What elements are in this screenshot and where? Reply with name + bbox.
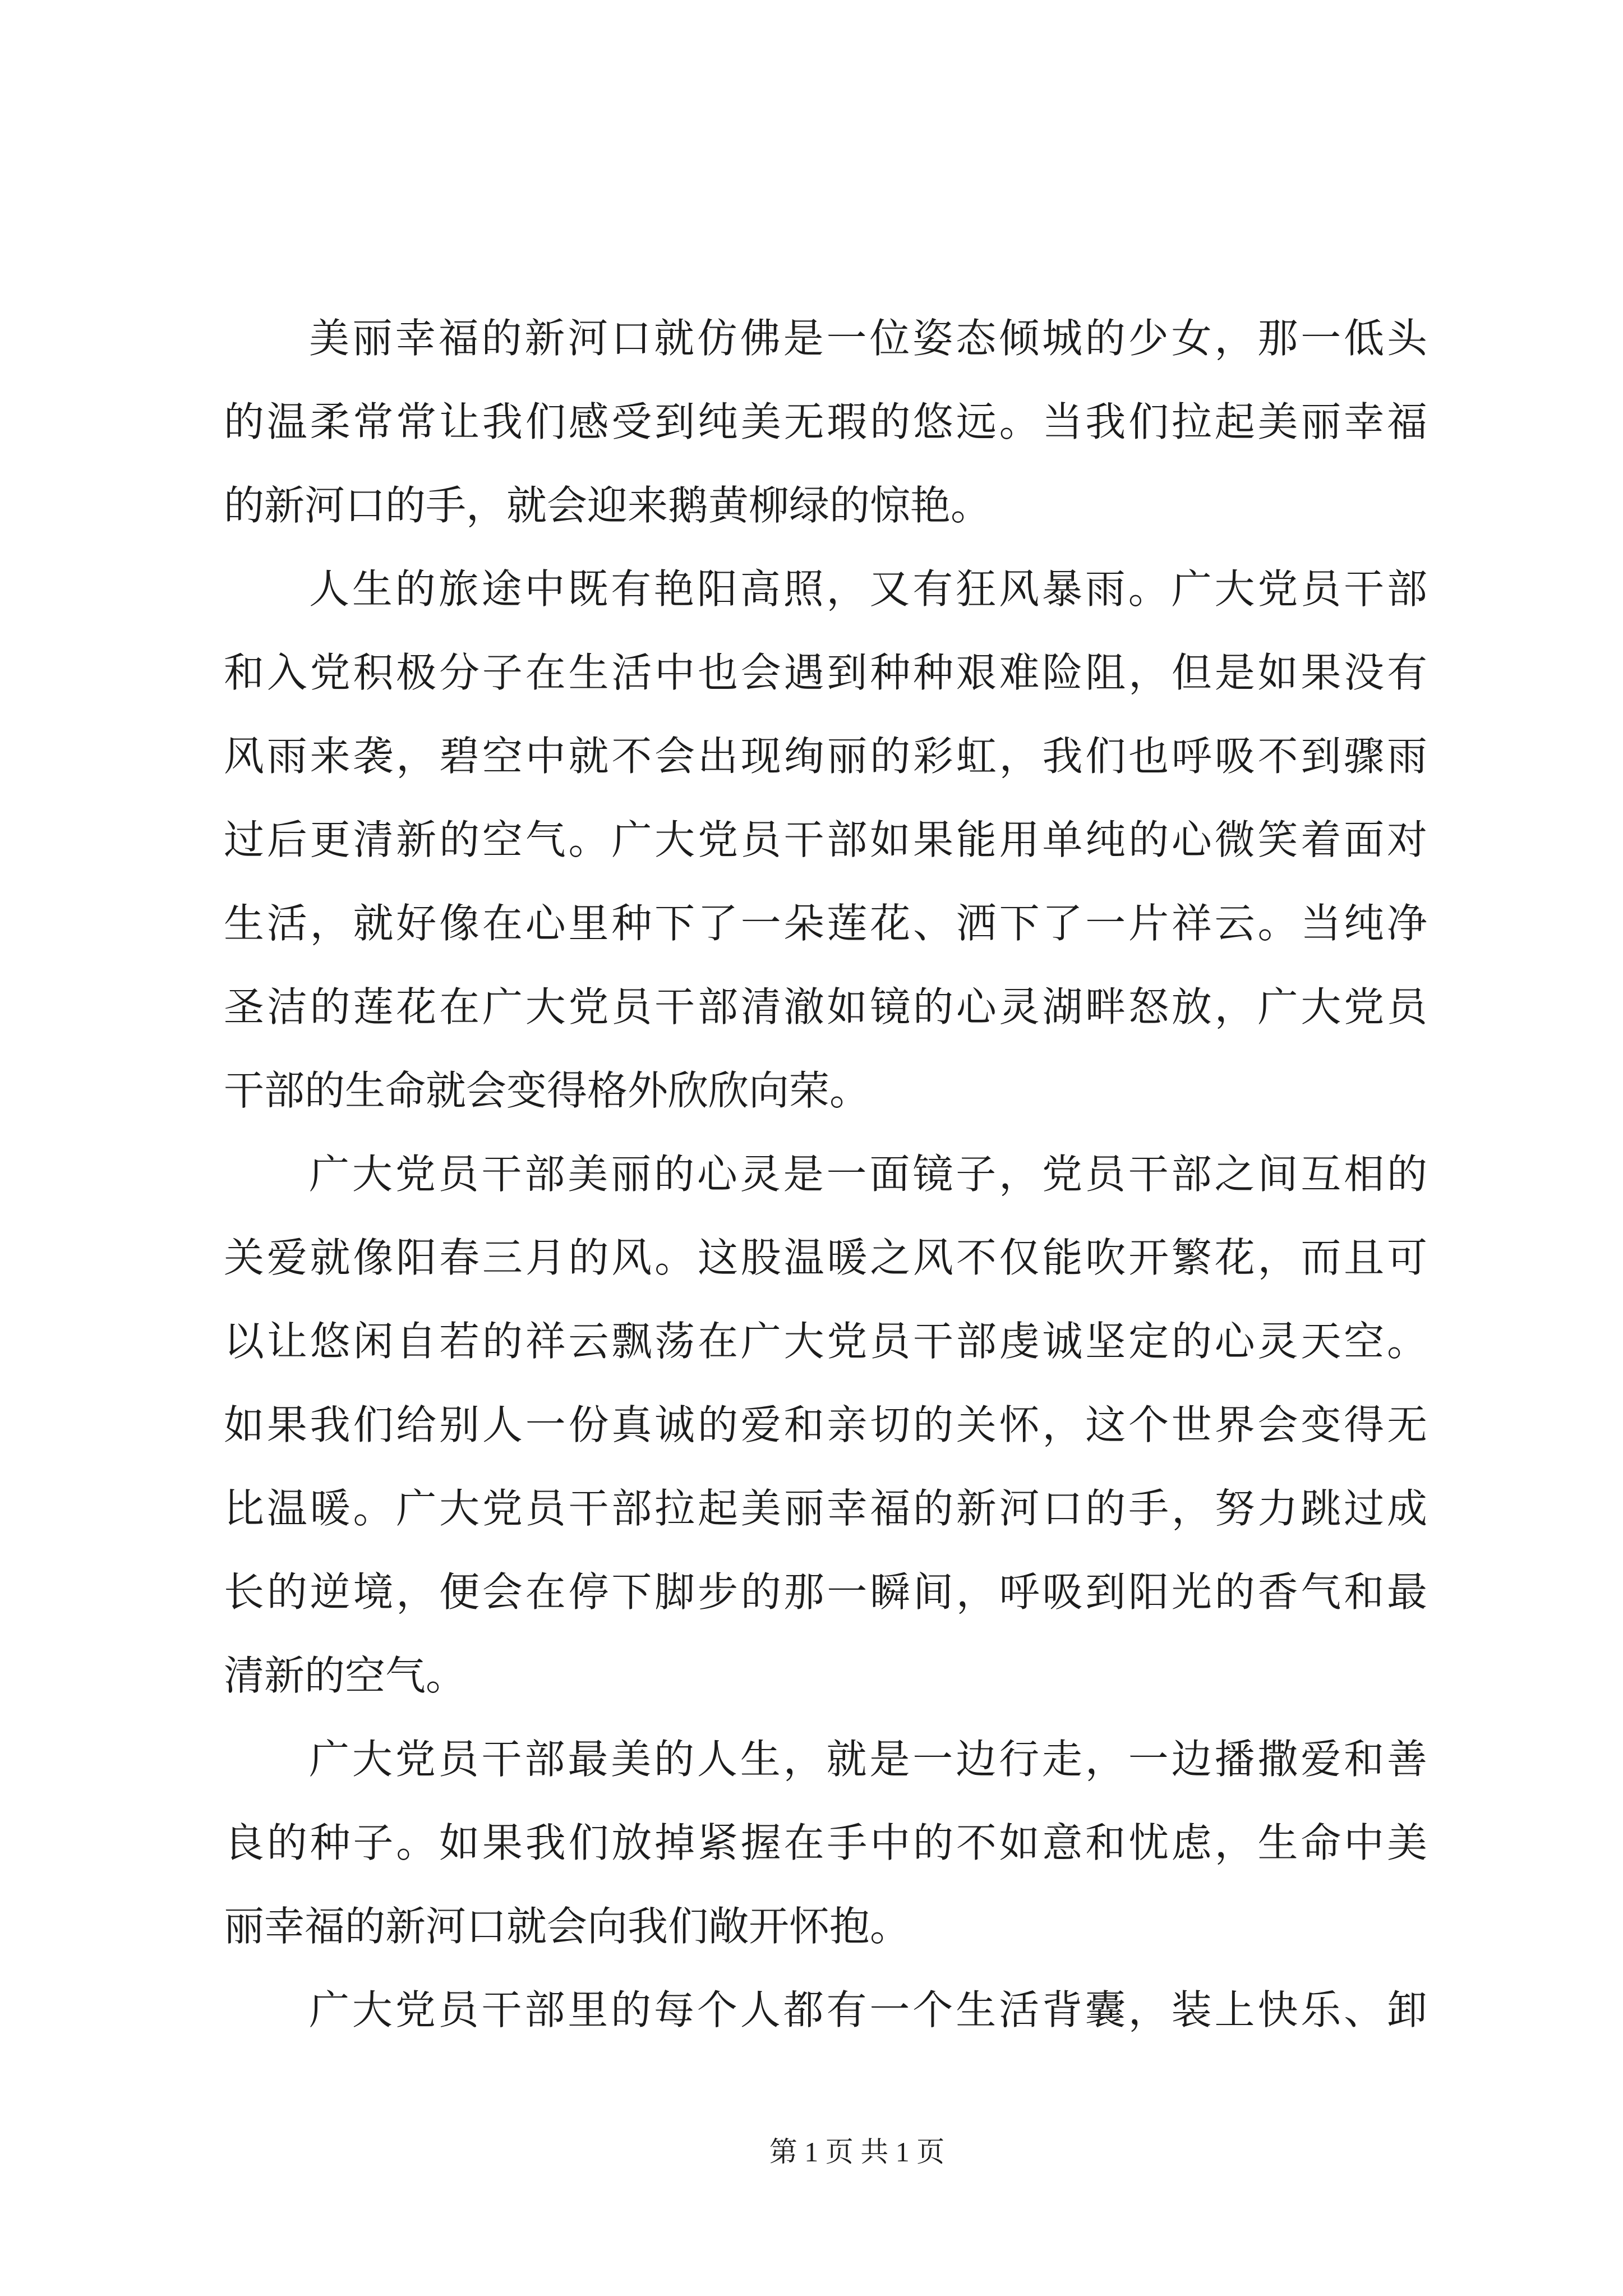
- text-line: 如果我们给别人一份真诚的爱和亲切的关怀，这个世界会变得无: [224, 1401, 1427, 1448]
- text-line: 关爱就像阳春三月的风。这股温暖之风不仅能吹开繁花，而且可: [224, 1234, 1427, 1281]
- text-line: 广大党员干部里的每个人都有一个生活背囊，装上快乐、卸: [309, 1986, 1427, 2033]
- text-line: 良的种子。如果我们放掉紧握在手中的不如意和忧虑，生命中美: [224, 1819, 1427, 1866]
- paragraph: [224, 1718, 1427, 1968]
- paragraph: [224, 1968, 1427, 2052]
- text-body: [224, 297, 1427, 2052]
- text-line: 过后更清新的空气。广大党员干部如果能用单纯的心微笑着面对: [224, 816, 1427, 863]
- text-line: 风雨来袭，碧空中就不会出现绚丽的彩虹，我们也呼吸不到骤雨: [224, 733, 1427, 780]
- text-line: 圣洁的莲花在广大党员干部清澈如镜的心灵湖畔怒放，广大党员: [224, 983, 1427, 1030]
- text-line: 清新的空气。: [224, 1652, 467, 1699]
- page-footer: 第 1 页 共 1 页: [769, 2136, 945, 2168]
- text-line: 人生的旅途中既有艳阳高照，又有狂风暴雨。广大党员干部: [309, 565, 1427, 613]
- text-line: 干部的生命就会变得格外欣欣向荣。: [224, 1067, 870, 1114]
- text-line: 的新河口的手，就会迎来鹅黄柳绿的惊艳。: [224, 482, 992, 529]
- text-line: 的温柔常常让我们感受到纯美无瑕的悠远。当我们拉起美丽幸福: [224, 398, 1427, 445]
- text-line: 广大党员干部美丽的心灵是一面镜子，党员干部之间互相的: [309, 1151, 1427, 1198]
- text-line: 丽幸福的新河口就会向我们敞开怀抱。: [224, 1903, 911, 1950]
- text-line: 和入党积极分子在生活中也会遇到种种艰难险阻，但是如果没有: [224, 649, 1427, 696]
- text-line: 广大党员干部最美的人生，就是一边行走，一边播撒爱和善: [309, 1736, 1427, 1783]
- paragraph: [224, 547, 1427, 1133]
- text-line: 长的逆境，便会在停下脚步的那一瞬间，呼吸到阳光的香气和最: [224, 1568, 1427, 1616]
- text-line: 以让悠闲自若的祥云飘荡在广大党员干部虔诚坚定的心灵天空。: [224, 1318, 1427, 1365]
- text-line: 生活，就好像在心里种下了一朵莲花、洒下了一片祥云。当纯净: [224, 900, 1427, 947]
- text-line: 美丽幸福的新河口就仿佛是一位姿态倾城的少女，那一低头: [309, 315, 1427, 362]
- paragraph: [224, 1133, 1427, 1718]
- paragraph: [224, 297, 1427, 547]
- text-line: 比温暖。广大党员干部拉起美丽幸福的新河口的手，努力跳过成: [224, 1485, 1427, 1532]
